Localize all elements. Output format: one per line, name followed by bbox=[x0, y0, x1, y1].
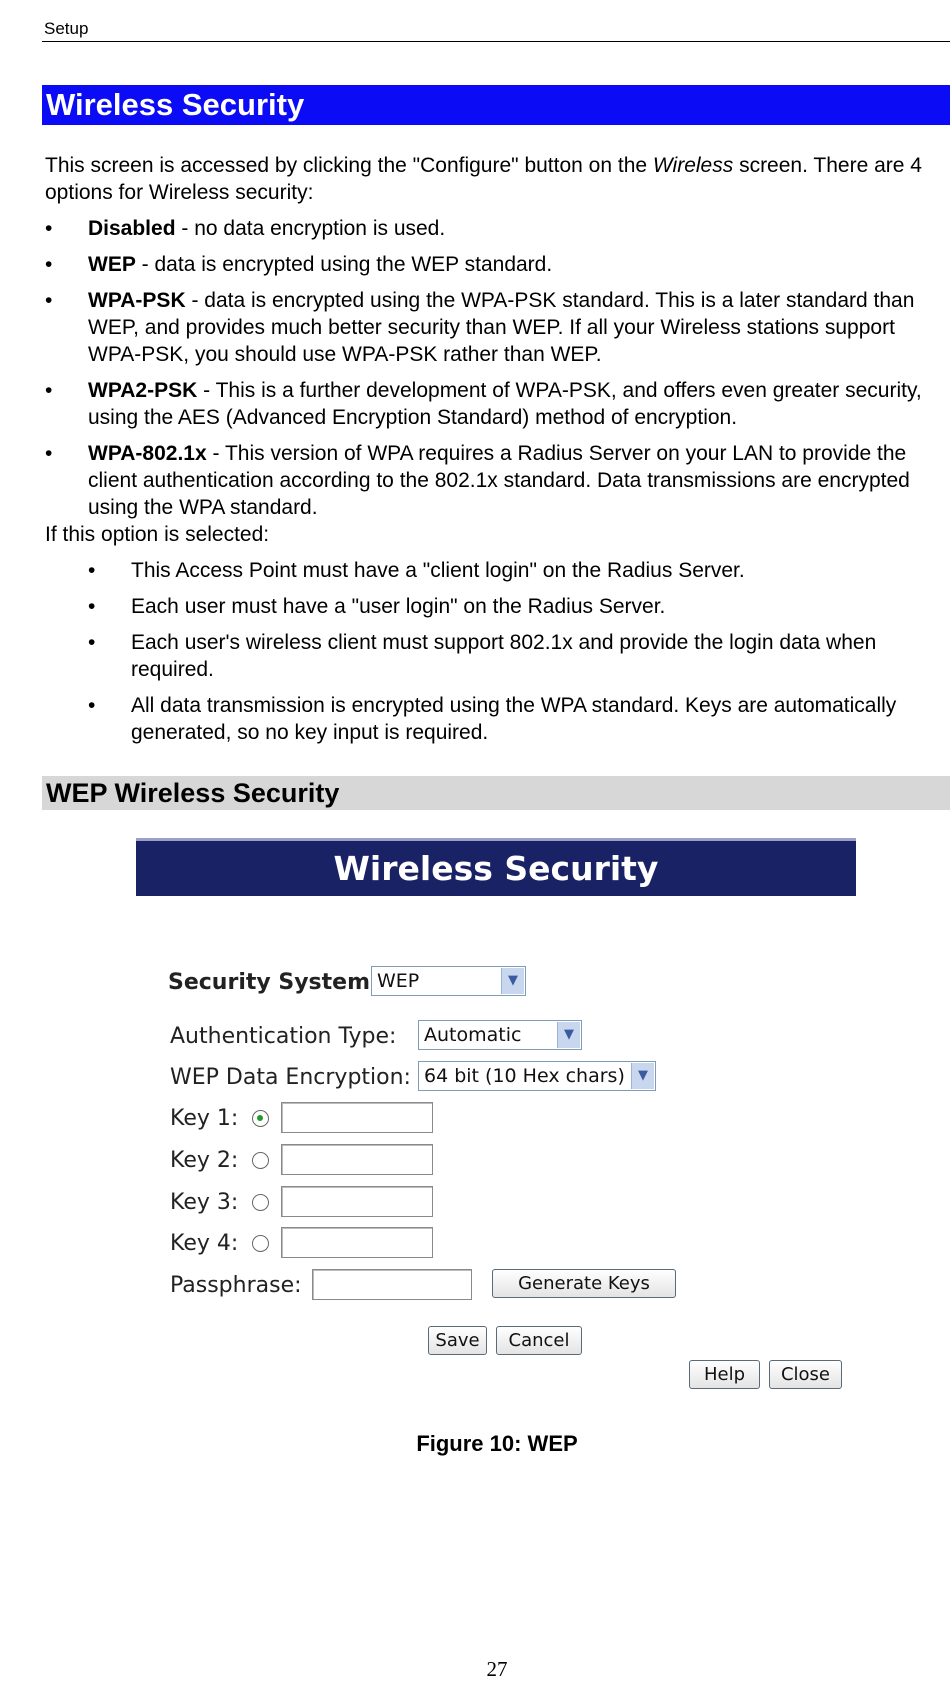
sub-item-text: This Access Point must have a "client login" on the Radius Server. bbox=[131, 559, 745, 582]
option-desc: - This version of WPA requires a Radius Server on your LAN to provide the client authentication according to the 802.1x standard. Data transmissions are encrypted using the WPA standard. bbox=[88, 442, 910, 519]
key2-label: Key 2: bbox=[170, 1148, 239, 1173]
bullet-icon: • bbox=[45, 217, 53, 240]
chevron-down-icon: ▼ bbox=[631, 1063, 654, 1089]
help-button[interactable]: Help bbox=[689, 1360, 760, 1389]
wep-screenshot bbox=[136, 838, 856, 1408]
option-term: WPA-PSK bbox=[88, 289, 186, 312]
security-system-label: Security System bbox=[168, 970, 371, 995]
bullet-icon: • bbox=[45, 289, 53, 312]
option-term: WPA2-PSK bbox=[88, 379, 198, 402]
option-term: WPA-802.1x bbox=[88, 442, 207, 465]
screen-banner: Wireless Security bbox=[136, 838, 856, 896]
save-button[interactable]: Save bbox=[428, 1326, 487, 1355]
sub-item-text: Each user's wireless client must support 802.1x and provide the login data when required. bbox=[131, 631, 877, 681]
bullet-icon: • bbox=[88, 595, 96, 618]
key2-radio[interactable] bbox=[252, 1152, 269, 1169]
option-term: WEP bbox=[88, 253, 136, 276]
intro-text-before: This screen is accessed by clicking the "Configure" button on the bbox=[45, 154, 653, 177]
security-options-list bbox=[45, 215, 945, 521]
header-label: Setup bbox=[44, 19, 89, 38]
chevron-down-icon: ▼ bbox=[557, 1022, 580, 1048]
bullet-icon: • bbox=[45, 379, 53, 402]
header-rule bbox=[42, 41, 950, 42]
list-item bbox=[88, 629, 945, 683]
list-item bbox=[45, 287, 945, 368]
section-heading: WEP Wireless Security bbox=[42, 776, 950, 810]
bullet-icon: • bbox=[45, 253, 53, 276]
key2-input[interactable] bbox=[281, 1144, 433, 1175]
option-desc: - data is encrypted using the WPA-PSK standard. This is a later standard than WEP, and provides much better security than WEP. If all your Wireless stations support WPA-PSK, you should use WPA-PSK rather than WEP. bbox=[88, 289, 915, 366]
body-text bbox=[45, 152, 945, 746]
key1-input[interactable] bbox=[281, 1102, 433, 1133]
key1-label: Key 1: bbox=[170, 1106, 239, 1131]
key3-input[interactable] bbox=[281, 1186, 433, 1217]
option-term: Disabled bbox=[88, 217, 176, 240]
option-note: If this option is selected: bbox=[45, 523, 270, 546]
key4-input[interactable] bbox=[281, 1227, 433, 1258]
auth-type-value: Automatic bbox=[424, 1024, 522, 1046]
key4-label: Key 4: bbox=[170, 1231, 239, 1256]
list-item bbox=[45, 440, 945, 521]
option-desc: - no data encryption is used. bbox=[175, 217, 446, 240]
key3-radio[interactable] bbox=[252, 1194, 269, 1211]
key3-label: Key 3: bbox=[170, 1190, 239, 1215]
generate-keys-button[interactable]: Generate Keys bbox=[492, 1269, 676, 1298]
page-title: Wireless Security bbox=[42, 85, 950, 125]
list-item bbox=[45, 377, 945, 431]
bullet-icon: • bbox=[88, 631, 96, 654]
sub-item-text: Each user must have a "user login" on the Radius Server. bbox=[131, 595, 666, 618]
cancel-button[interactable]: Cancel bbox=[496, 1326, 582, 1355]
list-item bbox=[88, 593, 945, 620]
intro-paragraph bbox=[45, 152, 945, 206]
option-desc: - This is a further development of WPA-PSK, and offers even greater security, using the AES (Advanced Encryption Standard) method of encryption. bbox=[88, 379, 922, 429]
close-button[interactable]: Close bbox=[769, 1360, 842, 1389]
key4-radio[interactable] bbox=[252, 1235, 269, 1252]
list-item bbox=[45, 215, 945, 242]
bullet-icon: • bbox=[88, 694, 96, 717]
page-number: 27 bbox=[486, 1657, 508, 1681]
list-item bbox=[88, 692, 945, 746]
security-system-value: WEP bbox=[377, 970, 420, 992]
auth-type-label: Authentication Type: bbox=[170, 1024, 397, 1049]
intro-italic: Wireless bbox=[652, 154, 734, 177]
key1-radio[interactable] bbox=[252, 1110, 269, 1127]
radius-requirements-list bbox=[45, 557, 945, 746]
bullet-icon: • bbox=[45, 442, 53, 465]
option-desc: - data is encrypted using the WEP standard. bbox=[135, 253, 553, 276]
wep-encryption-label: WEP Data Encryption: bbox=[170, 1065, 411, 1090]
security-system-select[interactable] bbox=[371, 966, 526, 996]
figure-caption: Figure 10: WEP bbox=[416, 1431, 578, 1456]
intro-text-after: screen. There are 4 options for Wireless security: bbox=[45, 154, 922, 204]
bullet-icon: • bbox=[88, 559, 96, 582]
sub-item-text: All data transmission is encrypted using the WPA standard. Keys are automatically generated, so no key input is required. bbox=[131, 694, 897, 744]
passphrase-label: Passphrase: bbox=[170, 1273, 302, 1298]
passphrase-input[interactable] bbox=[312, 1269, 472, 1300]
chevron-down-icon: ▼ bbox=[501, 968, 524, 994]
list-item bbox=[45, 251, 945, 278]
wep-encryption-value: 64 bit (10 Hex chars) bbox=[424, 1065, 625, 1087]
wep-encryption-select[interactable] bbox=[418, 1061, 656, 1091]
list-item bbox=[88, 557, 945, 584]
auth-type-select[interactable] bbox=[418, 1020, 582, 1050]
